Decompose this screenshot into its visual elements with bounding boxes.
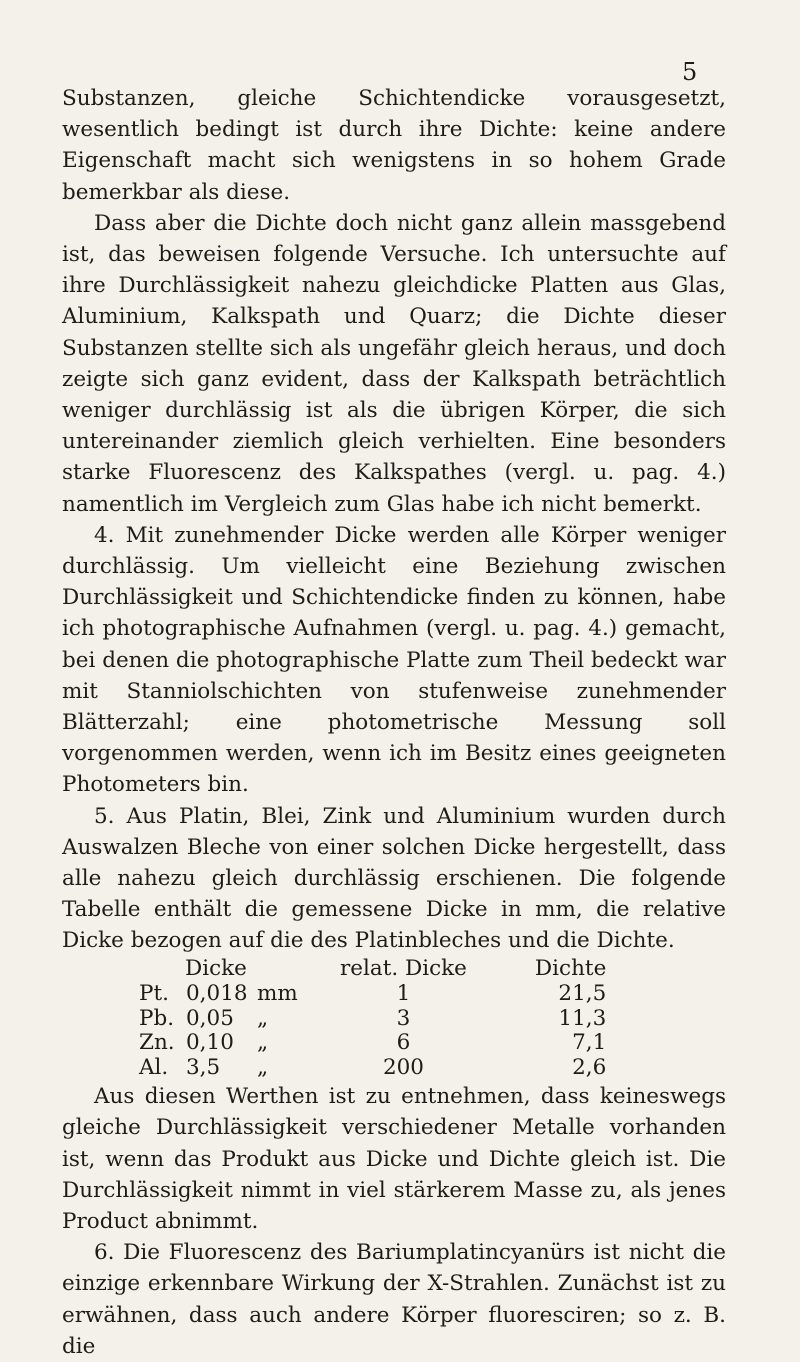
metal-cell: Al.	[139, 1055, 169, 1081]
body-text	[62, 83, 726, 1362]
unit-cell: mm	[257, 980, 298, 1006]
metal-cell: Pt.	[139, 980, 169, 1006]
header-dicke: Dicke	[185, 955, 247, 981]
metal-cell: Zn.	[139, 1030, 175, 1056]
unit-cell: „	[257, 1055, 269, 1081]
paragraph-section-4: 4. Mit zunehmender Dicke werden alle Körper weniger durchlässig. Um vielleicht eine Beziehung zwischen Durchlässigkeit und Schichtendicke finden zu können, habe ich photographische Aufnahmen (vergl. u. pag. 4.) gemacht, bei denen die photographische Platte zum Theil bedeckt war mit Stanniolschichten von stufenweise zunehmender Blätterzahl; eine photometrische Messung soll vorgenommen werden, wenn ich im Besitz eines geeigneten Photometers bin.	[62, 522, 727, 798]
table-row	[139, 1056, 606, 1081]
unit-cell: „	[257, 1030, 269, 1056]
density-cell: 7,1	[572, 1030, 607, 1056]
table-row	[139, 1031, 606, 1056]
thickness-cell: 0,018	[186, 980, 248, 1006]
unit-cell: „	[257, 1005, 269, 1031]
relative-thickness-cell: 1	[396, 980, 411, 1006]
relative-thickness-cell: 200	[382, 1055, 424, 1081]
relative-thickness-cell: 6	[396, 1030, 411, 1056]
thickness-cell: 0,05	[186, 1005, 234, 1031]
paragraph-section-6: 6. Die Fluorescenz des Bariumplatincyanürs ist nicht die einzige erkennbare Wirkung der X-Strahlen. Zunächst ist zu erwähnen, dass auch andere Körper fluoresciren; so z. B. die	[62, 1240, 726, 1359]
thickness-cell: 3,5	[186, 1055, 221, 1081]
paragraph-table-conclusion: Aus diesen Werthen ist zu entnehmen, dass keineswegs gleiche Durchlässigkeit verschiedener Metalle vorhanden ist, wenn das Produkt aus Dicke und Dichte gleich ist. Die Durchlässigkeit nimmt in viel stärkerem Masse zu, als jenes Product abnimmt.	[62, 1084, 726, 1235]
header-relat-dicke: relat. Dicke	[340, 955, 467, 981]
thickness-cell: 0,10	[186, 1030, 234, 1056]
paragraph-continuation: Substanzen, gleiche Schichtendicke vorausgesetzt, wesentlich bedingt ist durch ihre Dichte: keine andere Eigenschaft macht sich wenigstens in so hohem Grade bemerkbar als diese.	[62, 86, 726, 205]
relative-thickness-cell: 3	[396, 1005, 411, 1031]
header-dichte: Dichte	[534, 955, 607, 981]
thickness-density-table	[139, 957, 606, 1082]
table-row	[139, 1007, 606, 1032]
paragraph-density-experiment: Dass aber die Dichte doch nicht ganz allein massgebend ist, das beweisen folgende Versuche. Ich untersuchte auf ihre Durchlässigkeit nahezu gleichdicke Platten aus Glas, Aluminium, Kalkspath und Quarz; die Dichte dieser Substanzen stellte sich als ungefähr gleich heraus, und doch zeigte sich ganz evident, dass der Kalkspath beträchtlich weniger durchlässig ist als die übrigen Körper, die sich untereinander ziemlich gleich verhielten. Eine besonders starke Fluorescenz des Kalkspathes (vergl. u. pag. 4.) namentlich im Vergleich zum Glas habe ich nicht bemerkt.	[62, 210, 726, 517]
density-cell: 21,5	[558, 980, 607, 1006]
metal-cell: Pb.	[139, 1005, 175, 1031]
density-cell: 2,6	[572, 1055, 607, 1081]
table-row	[139, 982, 606, 1007]
paragraph-section-5: 5. Aus Platin, Blei, Zink und Aluminium wurden durch Auswalzen Bleche von einer solchen Dicke hergestellt, dass alle nahezu gleich durchlässig erschienen. Die folgende Tabelle enthält die gemessene Dicke in mm, die relative Dicke bezogen auf die des Platinbleches und die Dichte.	[62, 803, 726, 954]
table-header-row	[139, 957, 606, 982]
page-number: 5	[682, 58, 698, 86]
density-cell: 11,3	[558, 1005, 607, 1031]
